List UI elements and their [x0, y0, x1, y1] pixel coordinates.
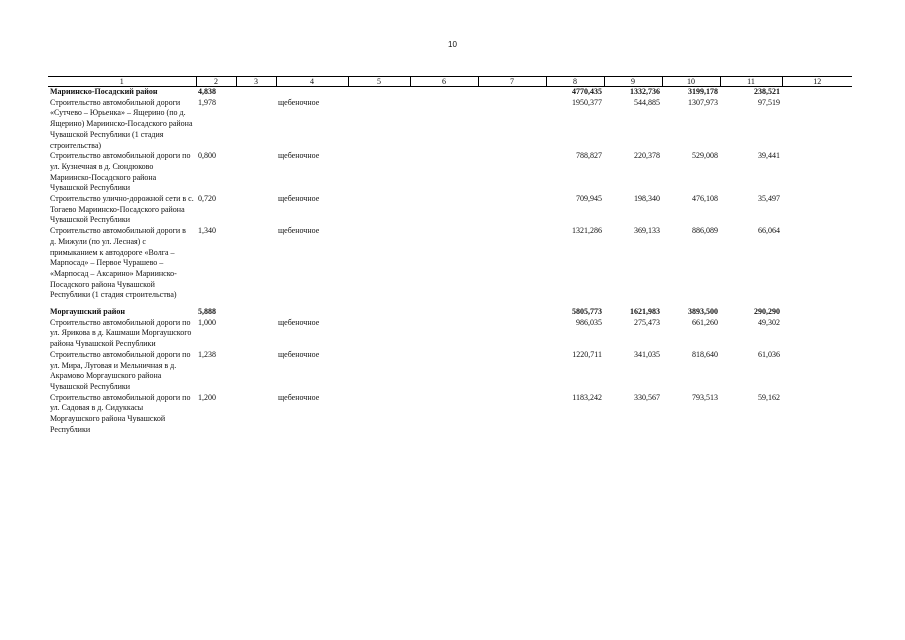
cell-col-10: 793,513	[692, 392, 718, 402]
column-header-9: 9	[604, 77, 662, 87]
cell-col-2: 1,340	[198, 226, 216, 236]
cell-col-4: щебеночное	[278, 97, 320, 107]
cell-col-9: 369,133	[634, 226, 660, 236]
cell-col-12	[782, 318, 852, 350]
cell-col-1: Строительство автомобильной дороги «Сутчево – Юрьенка» – Ящерино (по д. Ящерино) Мариинско-Посадского района Чувашской Республики (1 стадия строительства)	[50, 97, 193, 150]
table-row	[48, 98, 852, 152]
cell-col-8: 1183,242	[572, 392, 602, 402]
cell-col-7	[478, 393, 546, 436]
cell-col-6	[410, 226, 478, 301]
cell-col-7	[478, 350, 546, 393]
column-header-2: 2	[196, 77, 236, 87]
table-row	[48, 393, 852, 436]
cell-col-11: 97,519	[758, 97, 780, 107]
cell-col-10: 661,260	[692, 317, 718, 327]
cell-col-8: 1950,377	[572, 97, 602, 107]
cell-col-10: 529,008	[692, 151, 718, 161]
district-row	[48, 87, 852, 98]
cell-col-12	[782, 98, 852, 152]
cell-col-7	[478, 87, 546, 98]
cell-col-8: 709,945	[576, 194, 602, 204]
cell-col-5	[348, 393, 410, 436]
cell-col-11: 35,497	[758, 194, 780, 204]
cell-col-7	[478, 226, 546, 301]
cell-col-9: 1621,983	[630, 307, 660, 317]
table-row	[48, 226, 852, 301]
cell-col-10: 886,089	[692, 226, 718, 236]
column-header-1: 1	[48, 77, 196, 87]
cell-col-7	[478, 194, 546, 226]
cell-col-4	[276, 307, 348, 318]
cell-col-4: щебеночное	[278, 194, 320, 204]
cell-col-2: 4,838	[198, 87, 216, 96]
cell-col-3	[236, 87, 276, 98]
cell-col-1: Строительство автомобильной дороги по ул. Ярикова в д. Кашмаши Моргаушского района Чувашской Республики	[50, 317, 192, 349]
cell-col-10: 3199,178	[688, 87, 718, 96]
cell-col-10: 476,108	[692, 194, 718, 204]
cell-col-8: 1321,286	[572, 226, 602, 236]
cell-col-2: 1,000	[198, 317, 216, 327]
cell-col-6	[410, 350, 478, 393]
cell-col-7	[478, 318, 546, 350]
cell-col-11: 290,290	[754, 307, 780, 317]
cell-col-5	[348, 98, 410, 152]
cell-col-12	[782, 194, 852, 226]
cell-col-6	[410, 318, 478, 350]
table-row	[48, 318, 852, 350]
cell-col-12	[782, 226, 852, 301]
cell-col-2: 1,238	[198, 349, 216, 359]
cell-col-6	[410, 151, 478, 194]
table-body	[48, 87, 852, 436]
road-construction-table	[48, 76, 852, 436]
cell-col-12	[782, 393, 852, 436]
cell-col-4: щебеночное	[278, 317, 320, 327]
table-row	[48, 194, 852, 226]
cell-col-3	[236, 151, 276, 194]
cell-col-12	[782, 350, 852, 393]
cell-col-9: 330,567	[634, 392, 660, 402]
cell-col-5	[348, 226, 410, 301]
cell-col-5	[348, 318, 410, 350]
cell-col-8: 5805,773	[572, 307, 602, 317]
cell-col-5	[348, 350, 410, 393]
cell-col-4: щебеночное	[278, 151, 320, 161]
cell-col-11: 39,441	[758, 151, 780, 161]
column-header-11: 11	[720, 77, 782, 87]
cell-col-5	[348, 151, 410, 194]
cell-col-7	[478, 307, 546, 318]
cell-col-6	[410, 393, 478, 436]
cell-col-12	[782, 307, 852, 318]
cell-col-2: 0,800	[198, 151, 216, 161]
cell-col-5	[348, 194, 410, 226]
cell-col-8: 4770,435	[572, 87, 602, 96]
cell-col-2: 1,200	[198, 392, 216, 402]
cell-col-7	[478, 98, 546, 152]
cell-col-11: 61,036	[758, 349, 780, 359]
cell-col-6	[410, 307, 478, 318]
cell-col-9: 198,340	[634, 194, 660, 204]
cell-col-10: 818,640	[692, 349, 718, 359]
cell-col-8: 1220,711	[572, 349, 602, 359]
cell-col-11: 66,064	[758, 226, 780, 236]
cell-col-2: 5,888	[198, 307, 216, 317]
cell-col-3	[236, 194, 276, 226]
cell-col-4: щебеночное	[278, 392, 320, 402]
cell-col-12	[782, 151, 852, 194]
cell-col-3	[236, 98, 276, 152]
cell-col-1: Строительство автомобильной дороги по ул. Садовая в д. Сидуккасы Моргаушского района Чувашской Республики	[50, 392, 191, 434]
cell-col-9: 220,378	[634, 151, 660, 161]
cell-col-6	[410, 194, 478, 226]
cell-col-10: 3893,500	[688, 307, 718, 317]
cell-col-12	[782, 87, 852, 98]
table-row	[48, 350, 852, 393]
cell-col-3	[236, 307, 276, 318]
cell-col-5	[348, 307, 410, 318]
page-number: 10	[448, 40, 457, 49]
column-header-5: 5	[348, 77, 410, 87]
column-number-header	[48, 77, 852, 87]
column-header-3: 3	[236, 77, 276, 87]
table-row	[48, 151, 852, 194]
cell-col-3	[236, 318, 276, 350]
cell-col-4: щебеночное	[278, 349, 320, 359]
column-header-6: 6	[410, 77, 478, 87]
cell-col-1: Строительство автомобильной дороги по ул. Кузнечная в д. Сюндюково Мариинско-Посадского района Чувашской Республики	[50, 151, 191, 193]
cell-col-9: 544,885	[634, 97, 660, 107]
cell-col-4	[276, 87, 348, 98]
cell-col-3	[236, 226, 276, 301]
cell-col-7	[478, 151, 546, 194]
cell-col-6	[410, 98, 478, 152]
cell-col-5	[348, 87, 410, 98]
cell-col-8: 788,827	[576, 151, 602, 161]
cell-col-9: 1332,736	[630, 87, 660, 96]
cell-col-1: Мариинско-Посадский район	[50, 87, 158, 96]
cell-col-1: Строительство улично-дорожной сети в с. Тогаево Мариинско-Посадского района Чувашской Республики	[50, 194, 194, 225]
cell-col-9: 275,473	[634, 317, 660, 327]
cell-col-11: 49,302	[758, 317, 780, 327]
cell-col-1: Моргаушский район	[50, 307, 125, 317]
cell-col-2: 1,978	[198, 97, 216, 107]
cell-col-6	[410, 87, 478, 98]
cell-col-9: 341,035	[634, 349, 660, 359]
column-header-12: 12	[782, 77, 852, 87]
cell-col-4: щебеночное	[278, 226, 320, 236]
cell-col-11: 238,521	[754, 87, 780, 96]
district-row	[48, 307, 852, 318]
cell-col-1: Строительство автомобильной дороги в д. Мижули (по ул. Лесная) с примыканием к автодороге «Волга – Марпосад» – Первое Чурашево – «Марпосад – Аксарино» Мариинско-Посадского района Чувашской Республики (1 стадия строительства)	[50, 226, 186, 300]
cell-col-1: Строительство автомобильной дороги по ул. Мира, Луговая и Мельничная в д. Акрамово Моргаушского района Чувашской Республики	[50, 349, 191, 391]
cell-col-11: 59,162	[758, 392, 780, 402]
column-header-4: 4	[276, 77, 348, 87]
cell-col-8: 986,035	[576, 317, 602, 327]
cell-col-3	[236, 350, 276, 393]
cell-col-10: 1307,973	[688, 97, 718, 107]
cell-col-3	[236, 393, 276, 436]
column-header-8: 8	[546, 77, 604, 87]
cell-col-2: 0,720	[198, 194, 216, 204]
column-header-7: 7	[478, 77, 546, 87]
column-header-10: 10	[662, 77, 720, 87]
